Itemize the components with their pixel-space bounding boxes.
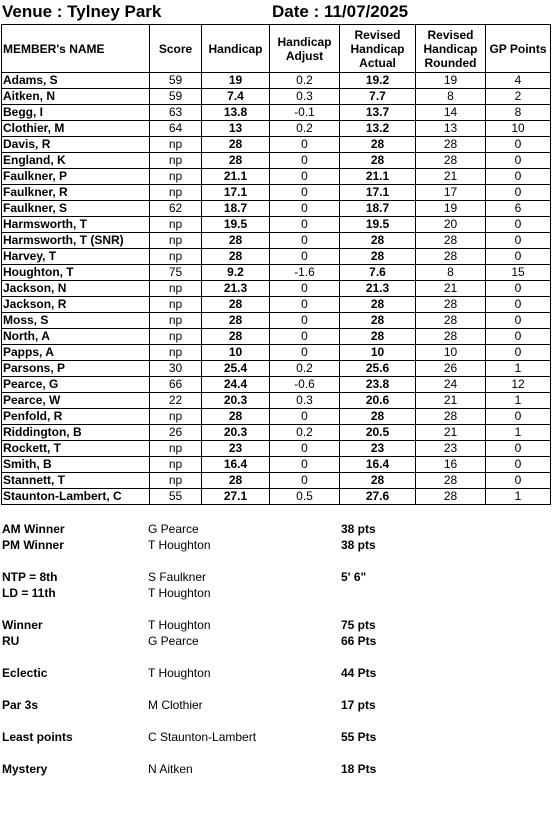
summary-value: 75 pts [341,618,376,632]
table-row [2,265,551,281]
score-cell: np [150,169,202,185]
member-name-cell: Adams, S [2,73,150,89]
summary-player: G Pearce [148,522,199,536]
revised-rounded-cell: 21 [416,169,486,185]
summary-label: LD = 11th [2,586,56,600]
table-row [2,137,551,153]
gp-points-cell: 0 [486,345,551,361]
revised-rounded-cell: 28 [416,409,486,425]
score-cell: np [150,249,202,265]
handicap-cell: 19 [202,73,270,89]
handicap-cell: 19.5 [202,217,270,233]
handicap-adjust-cell: 0 [270,153,340,169]
handicap-adjust-cell: -0.1 [270,105,340,121]
summary-label: Least points [2,730,73,744]
score-cell: 64 [150,121,202,137]
summary-value: 66 Pts [341,634,377,648]
score-cell: 63 [150,105,202,121]
handicap-adjust-cell: 0 [270,409,340,425]
gp-points-cell: 1 [486,489,551,505]
revised-actual-cell: 28 [340,297,416,313]
handicap-adjust-cell: 0 [270,233,340,249]
revised-rounded-cell: 16 [416,457,486,473]
summary-player: S Faulkner [148,570,207,584]
handicap-adjust-cell: 0.2 [270,425,340,441]
handicap-cell: 16.4 [202,457,270,473]
table-body [2,73,551,505]
revised-rounded-cell: 28 [416,249,486,265]
member-name-cell: Clothier, M [2,121,150,137]
revised-rounded-cell: 17 [416,185,486,201]
score-cell: np [150,329,202,345]
gp-points-cell: 2 [486,89,551,105]
revised-actual-cell: 7.6 [340,265,416,281]
handicap-cell: 28 [202,297,270,313]
results-table [1,24,551,505]
gp-points-cell: 10 [486,121,551,137]
handicap-adjust-cell: 0 [270,329,340,345]
revised-actual-cell: 28 [340,153,416,169]
table-row [2,489,551,505]
member-name-cell: Riddington, B [2,425,150,441]
score-cell: np [150,281,202,297]
revised-actual-cell: 10 [340,345,416,361]
member-name-cell: Penfold, R [2,409,150,425]
handicap-cell: 27.1 [202,489,270,505]
member-name-cell: Harvey, T [2,249,150,265]
handicap-cell: 21.1 [202,169,270,185]
table-row [2,281,551,297]
revised-actual-header: Revised Handicap Actual [340,25,416,73]
member-name-cell: Harmsworth, T [2,217,150,233]
handicap-adjust-cell: 0 [270,137,340,153]
score-cell: 66 [150,377,202,393]
score-cell: np [150,217,202,233]
revised-actual-cell: 28 [340,137,416,153]
revised-rounded-cell: 28 [416,137,486,153]
table-row [2,473,551,489]
gp-points-cell: 1 [486,425,551,441]
member-name-cell: Davis, R [2,137,150,153]
revised-rounded-cell: 20 [416,217,486,233]
table-row [2,329,551,345]
summary-item [2,586,550,602]
table-row [2,249,551,265]
table-row [2,217,551,233]
revised-rounded-cell: 8 [416,265,486,281]
score-cell: np [150,345,202,361]
gp-points-cell: 1 [486,393,551,409]
revised-actual-cell: 21.1 [340,169,416,185]
table-row [2,233,551,249]
member-name-cell: Papps, A [2,345,150,361]
table-row [2,393,551,409]
score-cell: np [150,297,202,313]
member-name-cell: Houghton, T [2,265,150,281]
revised-actual-cell: 28 [340,409,416,425]
handicap-adjust-header: Handicap Adjust [270,25,340,73]
handicap-cell: 25.4 [202,361,270,377]
gp-points-cell: 0 [486,137,551,153]
handicap-adjust-cell: 0 [270,201,340,217]
handicap-cell: 28 [202,153,270,169]
revised-actual-cell: 28 [340,233,416,249]
table-row [2,361,551,377]
summary-value: 44 Pts [341,666,377,680]
summary-item [2,698,550,714]
handicap-adjust-cell: 0 [270,281,340,297]
member-name-cell: Aitken, N [2,89,150,105]
revised-rounded-cell: 28 [416,153,486,169]
score-cell: np [150,409,202,425]
table-row [2,313,551,329]
summary-player: T Houghton [148,538,211,552]
revised-rounded-cell: 14 [416,105,486,121]
revised-rounded-cell: 19 [416,73,486,89]
summary-value: 17 pts [341,698,376,712]
member-name-cell: Faulkner, R [2,185,150,201]
gp-points-cell: 0 [486,153,551,169]
score-cell: 75 [150,265,202,281]
score-cell: np [150,473,202,489]
summary-label: PM Winner [2,538,64,552]
score-cell: np [150,313,202,329]
revised-actual-cell: 21.3 [340,281,416,297]
revised-actual-cell: 13.7 [340,105,416,121]
gp-points-cell: 6 [486,201,551,217]
revised-rounded-cell: 28 [416,233,486,249]
summary-value: 18 Pts [341,762,377,776]
handicap-adjust-cell: 0.5 [270,489,340,505]
handicap-cell: 23 [202,441,270,457]
score-cell: np [150,153,202,169]
summary-value: 38 pts [341,522,376,536]
score-cell: np [150,441,202,457]
handicap-cell: 28 [202,249,270,265]
gp-points-cell: 0 [486,457,551,473]
summary-player: T Houghton [148,586,211,600]
handicap-cell: 20.3 [202,425,270,441]
handicap-cell: 18.7 [202,201,270,217]
revised-rounded-cell: 13 [416,121,486,137]
gp-points-cell: 4 [486,73,551,89]
revised-actual-cell: 16.4 [340,457,416,473]
date-title: Date : 11/07/2025 [272,2,409,21]
gp-points-cell: 0 [486,281,551,297]
score-cell: 30 [150,361,202,377]
score-cell: 62 [150,201,202,217]
revised-actual-cell: 28 [340,313,416,329]
summary-label: Eclectic [2,666,48,680]
member-name-cell: Stannett, T [2,473,150,489]
gp-points-cell: 0 [486,233,551,249]
gp-points-cell: 1 [486,361,551,377]
gp-points-cell: 12 [486,377,551,393]
summary-player: T Houghton [148,666,211,680]
table-row [2,409,551,425]
score-cell: np [150,457,202,473]
revised-rounded-cell: 28 [416,329,486,345]
revised-actual-cell: 28 [340,329,416,345]
summary-item [2,730,550,746]
revised-actual-cell: 19.2 [340,73,416,89]
table-row [2,73,551,89]
member-name-cell: Jackson, R [2,297,150,313]
summary-label: RU [2,634,20,648]
table-row [2,201,551,217]
page-header [2,1,550,23]
member-name-header: MEMBER's NAME [2,25,150,73]
handicap-adjust-cell: 0 [270,345,340,361]
summary-label: Winner [2,618,43,632]
member-name-cell: Harmsworth, T (SNR) [2,233,150,249]
revised-rounded-cell: 23 [416,441,486,457]
handicap-adjust-cell: 0 [270,441,340,457]
handicap-adjust-cell: 0 [270,217,340,233]
handicap-cell: 21.3 [202,281,270,297]
handicap-adjust-cell: 0.3 [270,89,340,105]
handicap-cell: 13 [202,121,270,137]
revised-rounded-cell: 28 [416,313,486,329]
gp-points-cell: 0 [486,409,551,425]
member-name-cell: Rockett, T [2,441,150,457]
score-cell: 59 [150,89,202,105]
table-row [2,169,551,185]
revised-rounded-cell: 21 [416,393,486,409]
handicap-cell: 28 [202,409,270,425]
member-name-cell: Pearce, W [2,393,150,409]
venue-title: Venue : Tylney Park [2,2,162,21]
handicap-cell: 13.8 [202,105,270,121]
handicap-adjust-cell: 0 [270,185,340,201]
handicap-cell: 24.4 [202,377,270,393]
revised-rounded-cell: 8 [416,89,486,105]
table-row [2,185,551,201]
revised-rounded-cell: 21 [416,281,486,297]
summary-item [2,570,550,586]
handicap-adjust-cell: 0 [270,169,340,185]
table-row [2,105,551,121]
member-name-cell: Smith, B [2,457,150,473]
summary-player: C Staunton-Lambert [148,730,257,744]
summary-value: 5' 6" [341,570,367,584]
score-cell: np [150,233,202,249]
member-name-cell: Faulkner, P [2,169,150,185]
score-cell: 59 [150,73,202,89]
handicap-cell: 17.1 [202,185,270,201]
revised-actual-cell: 7.7 [340,89,416,105]
table-header-row [2,25,551,73]
table-row [2,121,551,137]
summary-item [2,538,550,554]
summary-label: Mystery [2,762,48,776]
member-name-cell: North, A [2,329,150,345]
revised-rounded-cell: 26 [416,361,486,377]
revised-actual-cell: 23.8 [340,377,416,393]
score-cell: np [150,185,202,201]
member-name-cell: Staunton-Lambert, C [2,489,150,505]
revised-actual-cell: 18.7 [340,201,416,217]
handicap-cell: 20.3 [202,393,270,409]
summary-player: N Aitken [148,762,193,776]
summary-item [2,618,550,634]
member-name-cell: England, K [2,153,150,169]
revised-actual-cell: 13.2 [340,121,416,137]
handicap-cell: 28 [202,473,270,489]
handicap-cell: 7.4 [202,89,270,105]
gp-points-cell: 0 [486,185,551,201]
score-cell: np [150,137,202,153]
gp-points-cell: 0 [486,473,551,489]
revised-actual-cell: 17.1 [340,185,416,201]
revised-actual-cell: 20.5 [340,425,416,441]
handicap-adjust-cell: 0 [270,297,340,313]
member-name-cell: Faulkner, S [2,201,150,217]
gp-points-cell: 0 [486,217,551,233]
gp-points-cell: 0 [486,169,551,185]
revised-rounded-cell: 28 [416,297,486,313]
summary-item [2,762,550,778]
summary-label: AM Winner [2,522,65,536]
summary-item [2,522,550,538]
gp-points-cell: 15 [486,265,551,281]
table-row [2,297,551,313]
table-row [2,345,551,361]
revised-rounded-cell: 28 [416,473,486,489]
gp-points-cell: 0 [486,297,551,313]
score-cell: 55 [150,489,202,505]
summary-label: Par 3s [2,698,39,712]
handicap-cell: 28 [202,233,270,249]
score-header: Score [150,25,202,73]
table-row [2,457,551,473]
revised-actual-cell: 23 [340,441,416,457]
table-row [2,89,551,105]
revised-rounded-cell: 21 [416,425,486,441]
revised-actual-cell: 28 [340,473,416,489]
handicap-adjust-cell: 0.2 [270,121,340,137]
handicap-adjust-cell: -0.6 [270,377,340,393]
revised-actual-cell: 27.6 [340,489,416,505]
revised-rounded-cell: 28 [416,489,486,505]
handicap-adjust-cell: 0 [270,457,340,473]
summary-player: G Pearce [148,634,199,648]
gp-points-cell: 8 [486,105,551,121]
handicap-cell: 9.2 [202,265,270,281]
handicap-adjust-cell: 0 [270,249,340,265]
score-cell: 22 [150,393,202,409]
score-cell: 26 [150,425,202,441]
revised-actual-cell: 28 [340,249,416,265]
handicap-cell: 28 [202,313,270,329]
member-name-cell: Begg, I [2,105,150,121]
member-name-cell: Parsons, P [2,361,150,377]
member-name-cell: Pearce, G [2,377,150,393]
handicap-cell: 10 [202,345,270,361]
revised-actual-cell: 19.5 [340,217,416,233]
revised-rounded-header: Revised Handicap Rounded [416,25,486,73]
revised-rounded-cell: 10 [416,345,486,361]
gp-points-cell: 0 [486,329,551,345]
summary-item [2,634,550,650]
handicap-cell: 28 [202,137,270,153]
summary-label: NTP = 8th [2,570,58,584]
handicap-header: Handicap [202,25,270,73]
summary-player: T Houghton [148,618,211,632]
revised-actual-cell: 20.6 [340,393,416,409]
handicap-adjust-cell: 0 [270,473,340,489]
summary-value: 38 pts [341,538,376,552]
gp-points-header: GP Points [486,25,551,73]
revised-actual-cell: 25.6 [340,361,416,377]
summary-player: M Clothier [148,698,203,712]
table-row [2,425,551,441]
handicap-cell: 28 [202,329,270,345]
summary-item [2,666,550,682]
table-row [2,441,551,457]
summary-value: 55 Pts [341,730,377,744]
handicap-adjust-cell: 0.3 [270,393,340,409]
revised-rounded-cell: 19 [416,201,486,217]
member-name-cell: Jackson, N [2,281,150,297]
table-row [2,153,551,169]
gp-points-cell: 0 [486,249,551,265]
handicap-adjust-cell: 0.2 [270,73,340,89]
handicap-adjust-cell: 0 [270,313,340,329]
table-row [2,377,551,393]
handicap-adjust-cell: -1.6 [270,265,340,281]
revised-rounded-cell: 24 [416,377,486,393]
handicap-adjust-cell: 0.2 [270,361,340,377]
member-name-cell: Moss, S [2,313,150,329]
gp-points-cell: 0 [486,441,551,457]
gp-points-cell: 0 [486,313,551,329]
